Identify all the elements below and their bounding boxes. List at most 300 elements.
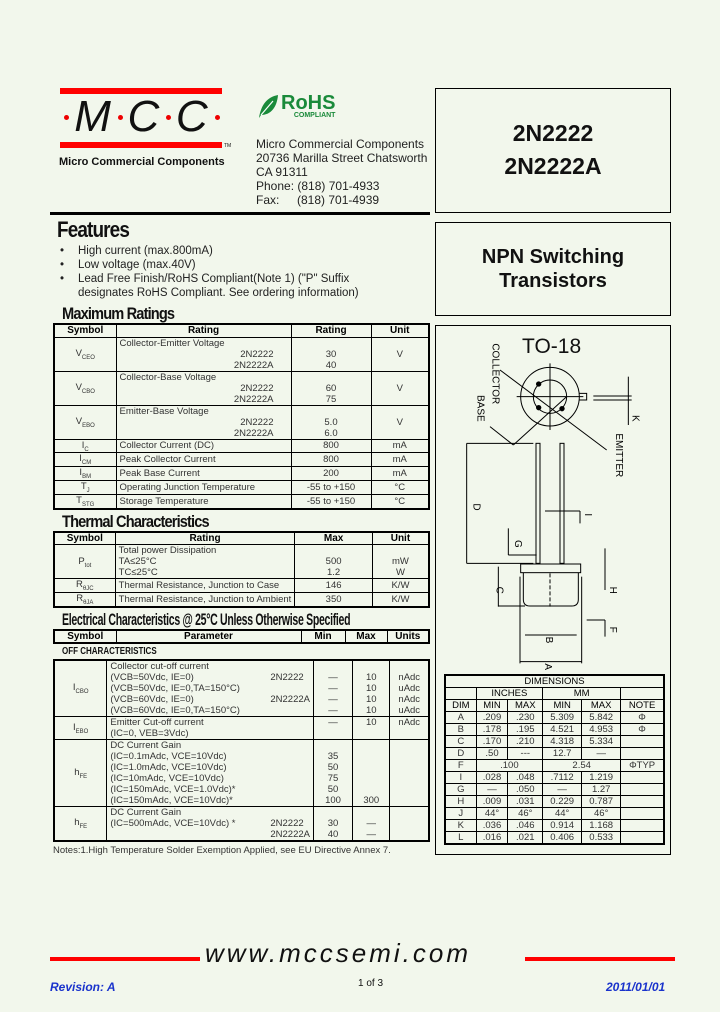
parameter-line (110, 807, 310, 818)
unit-cell-line (393, 661, 425, 672)
emitter-label: EMITTER (613, 433, 624, 478)
max-value-line (356, 773, 386, 784)
parameter-condition: (IC=0.1mAdc, VCE=10Vdc) (110, 751, 227, 763)
unit-cell-line: nAdc (398, 717, 421, 729)
dimension-cell: — (582, 748, 621, 760)
dimension-cell: B (445, 724, 476, 736)
max-value-line (298, 545, 369, 556)
dimension-cell: 44° (476, 808, 508, 820)
dimension-cell: — (476, 784, 508, 796)
rating-value-line (295, 406, 368, 417)
parameter-line (110, 728, 310, 739)
parameter-line (110, 683, 310, 694)
dimension-cell: A (445, 712, 476, 724)
dimension-cell: L (445, 832, 476, 845)
column-header: MIN (543, 700, 582, 712)
max-value-line: 10 (365, 683, 377, 695)
max-value-line: 1.2 (327, 567, 341, 579)
max-value (295, 545, 373, 579)
parameter-condition: (IC=0, VEB=3Vdc) (110, 728, 189, 740)
min-value-line (317, 661, 349, 672)
max-value-line: 146 (325, 580, 342, 592)
table-row (54, 481, 429, 495)
rating-line (120, 417, 288, 428)
rating-value-line (295, 338, 368, 349)
parameter-condition: DC Current Gain (110, 807, 182, 819)
dimension-cell: .016 (476, 832, 508, 845)
max-value-line (356, 751, 386, 762)
unit-cell (372, 545, 429, 579)
dimension-cell: .009 (476, 796, 508, 808)
unit-cell-line (393, 829, 425, 840)
table-row (54, 593, 429, 607)
table-row (54, 807, 429, 842)
column-header: Unit (372, 532, 429, 545)
dimension-cell: D (445, 748, 476, 760)
rating-cell-line: TC≤25°C (118, 567, 158, 579)
off-characteristics-label: OFF CHARACTERISTICS (62, 646, 157, 658)
dimension-cell: H (445, 796, 476, 808)
unit-cell-line (393, 784, 425, 795)
rohs-compliant: COMPLIANT (293, 111, 336, 119)
dimension-row (445, 736, 664, 748)
unit-cell: V (371, 337, 429, 371)
symbol: V (75, 347, 82, 359)
column-header: Rating (291, 324, 371, 337)
svg-text:B: B (543, 636, 554, 644)
parameter-line (110, 829, 310, 840)
table-row (54, 467, 429, 481)
unit-cell: mA (371, 467, 429, 481)
symbol-subscript: BM (82, 474, 92, 481)
revision: Revision: A (50, 980, 116, 994)
symbol-subscript: EBO (82, 422, 95, 429)
min-value-line: 40 (327, 829, 339, 841)
parameter-line (110, 762, 310, 773)
rating-part: 2N2222A (233, 359, 274, 371)
unit-cell-line (393, 751, 425, 762)
max-value-line: 10 (365, 694, 377, 706)
footer-line-right (525, 957, 675, 961)
symbol: R (76, 579, 83, 591)
symbol: P (78, 555, 85, 567)
parameter-condition: Emitter Cut-off current (110, 717, 204, 729)
dimension-cell: 2.54 (543, 760, 621, 772)
min-value-line: — (328, 717, 338, 729)
column-header: Symbol (54, 324, 116, 337)
package-title: TO-18 (522, 335, 582, 358)
electrical-heading: Electrical Characteristics @ 25°C Unless Otherwise Specified (62, 610, 351, 630)
column-header: Rating (115, 532, 295, 545)
dimension-cell: .210 (508, 736, 543, 748)
rating-value-line: 5.0 (324, 416, 338, 428)
dimension-cell: C (445, 736, 476, 748)
title-box (435, 222, 671, 316)
dimension-row (445, 808, 664, 820)
table-row (54, 740, 429, 807)
rating-line (120, 406, 288, 417)
rohs-badge (257, 93, 335, 119)
dimension-cell: .050 (508, 784, 543, 796)
unit-cell: mA (371, 453, 429, 467)
parameter-part: 2N2222A (270, 829, 310, 841)
rating-cell (116, 439, 291, 453)
min-value (313, 660, 352, 717)
symbol-subscript: CEO (81, 354, 95, 361)
dimension-cell: .028 (476, 772, 508, 784)
min-value-line: — (328, 672, 338, 684)
dimension-cell: .100 (476, 760, 543, 772)
parameter-line (110, 795, 310, 806)
table-header-row (54, 630, 429, 643)
rating-value-line: 200 (323, 468, 339, 480)
max-value-line (356, 740, 386, 751)
max-ratings-heading: Maximum Ratings (62, 304, 175, 323)
symbol-cell (54, 593, 115, 607)
parameter-line (110, 661, 310, 672)
dimension-cell: .7112 (543, 772, 582, 784)
table-row (54, 405, 429, 439)
parameter-line (110, 784, 310, 795)
rating-value-line: 60 (325, 382, 337, 394)
rating-cell (116, 467, 291, 481)
blank-cell (621, 688, 664, 700)
dimension-row (445, 748, 664, 760)
max-value-line: 10 (365, 705, 377, 717)
parameter-cell (107, 740, 314, 807)
max-value-line: 10 (365, 672, 377, 684)
address-line: Micro Commercial Components (256, 137, 425, 151)
rating-cell (116, 453, 291, 467)
min-value-line: 35 (327, 751, 339, 763)
unit-cell-line (393, 740, 425, 751)
dimension-cell: .209 (476, 712, 508, 724)
header-divider (50, 212, 430, 215)
rating-line (120, 482, 288, 493)
dimension-cell: 44° (543, 808, 582, 820)
rating-cell (115, 593, 295, 607)
dimension-cell: .230 (508, 712, 543, 724)
symbol: I (79, 467, 83, 479)
max-value-line: 500 (325, 556, 342, 568)
dimension-row (445, 832, 664, 845)
symbol: V (75, 415, 83, 427)
dimension-cell: .036 (476, 820, 508, 832)
symbol: h (74, 817, 80, 829)
max-value-line (356, 728, 386, 739)
max-value-line: 10 (365, 717, 377, 729)
parameter-condition: (VCB=60Vdc, IE=0,TA=150°C) (110, 705, 240, 717)
dimension-cell: 5.334 (582, 736, 621, 748)
max-value-line (356, 661, 386, 672)
symbol-cell (54, 405, 116, 439)
dimension-cell (621, 748, 664, 760)
parameter-condition: (VCB=50Vdc, IE=0) (110, 672, 194, 684)
min-value (313, 740, 352, 807)
rating-part: 2N2222A (233, 427, 274, 439)
rating-value-line (295, 372, 368, 383)
rating-line (120, 360, 288, 371)
dimension-cell: 0.787 (582, 796, 621, 808)
logo-bar-bottom (60, 142, 222, 148)
dimension-cell (621, 832, 664, 845)
column-header: Units (387, 630, 429, 643)
dimension-cell: 0.533 (582, 832, 621, 845)
svg-text:I: I (582, 513, 593, 517)
dimension-cell: 46° (582, 808, 621, 820)
rating-line (120, 338, 288, 349)
rating-cell (116, 495, 291, 509)
symbol-subscript: CBO (81, 388, 95, 395)
package-drawing (440, 330, 670, 670)
dimension-cell (621, 796, 664, 808)
date: 2011/01/01 (606, 980, 666, 994)
symbol-cell (54, 337, 116, 371)
dimensions-table (444, 674, 665, 845)
rating-value-line: -55 to +150 (306, 482, 356, 494)
dimension-cell: F (445, 760, 476, 772)
column-header: MIN (476, 700, 508, 712)
dimension-cell: K (445, 820, 476, 832)
max-value (353, 717, 390, 740)
part-number: 2N2222A (504, 153, 602, 179)
parameter-part: 2N2222A (270, 694, 310, 706)
symbol-cell (54, 439, 116, 453)
rating-value (291, 467, 371, 481)
max-value-line: 300 (363, 795, 380, 807)
symbol: T (76, 495, 82, 507)
dimension-cell: .021 (508, 832, 543, 845)
unit-cell (390, 807, 429, 842)
symbol: I (79, 453, 82, 465)
dimension-row (445, 784, 664, 796)
parameter-condition: (IC=10mAdc, VCE=10Vdc) (110, 773, 224, 785)
svg-text:D: D (470, 503, 482, 511)
max-ratings-table (53, 323, 430, 510)
dimension-cell: Φ (621, 712, 664, 724)
unit-cell: mA (371, 439, 429, 453)
parameter-condition: Collector cut-off current (110, 661, 209, 673)
rating-line (120, 454, 288, 465)
column-header: Max (295, 532, 373, 545)
column-header: Unit (371, 324, 429, 337)
dimension-cell: 0.406 (543, 832, 582, 845)
unit-cell-line: mW (392, 556, 409, 568)
feature-item: • High current (max.800mA) (60, 245, 213, 257)
rating-cell (116, 337, 291, 371)
leaf-icon (257, 93, 279, 119)
max-value-line: 350 (325, 594, 342, 606)
dimension-cell (621, 736, 664, 748)
rating-line (120, 372, 288, 383)
symbol-subscript: CBO (75, 689, 89, 696)
parameter-cell (107, 717, 314, 740)
part-number-box (435, 88, 671, 213)
table-row (54, 545, 429, 579)
logo-tm: TM (224, 143, 232, 149)
dimension-cell: 1.27 (582, 784, 621, 796)
svg-text:H: H (607, 586, 618, 594)
symbol-subscript: J (86, 488, 90, 495)
dimension-cell: 5.309 (543, 712, 582, 724)
table-header-row (54, 324, 429, 337)
unit-cell (390, 717, 429, 740)
unit-cell (390, 660, 429, 717)
table-row (54, 579, 429, 593)
parameter-condition: (VCB=50Vdc, IE=0,TA=150°C) (110, 683, 240, 695)
feature-item: • Low voltage (max.40V) (60, 259, 196, 271)
symbol: I (81, 439, 85, 451)
features-list (60, 244, 405, 300)
dimension-cell: 4.521 (543, 724, 582, 736)
unit-cell: V (371, 405, 429, 439)
thermal-table (53, 531, 430, 608)
symbol-subscript: θJA (83, 600, 94, 607)
symbol: h (74, 766, 80, 778)
dimension-row (445, 712, 664, 724)
parameter-part: 2N2222 (270, 818, 304, 830)
dimension-cell: 12.7 (543, 748, 582, 760)
fax-number: (818) 701-4939 (297, 193, 380, 207)
dimension-cell: .170 (476, 736, 508, 748)
max-value-line (356, 784, 386, 795)
symbol-subscript: EBO (75, 728, 89, 735)
dimension-row (445, 796, 664, 808)
rating-value-line: 6.0 (324, 427, 338, 439)
column-header: DIM (445, 700, 476, 712)
symbol-cell (54, 371, 116, 405)
mm-header: MM (543, 688, 621, 700)
address-line: CA 91311 (256, 165, 308, 179)
parameter-condition: (IC=500mAdc, VCE=10Vdc) * (110, 818, 236, 830)
unit-cell-line: uAdc (398, 705, 421, 717)
table-row (54, 439, 429, 453)
website: www.mccsemi.com (205, 938, 472, 968)
dimension-cell: .50 (476, 748, 508, 760)
rating-value (291, 453, 371, 467)
dimension-cell (621, 784, 664, 796)
parameter-line (110, 751, 310, 762)
table-row (54, 371, 429, 405)
dimension-cell (621, 808, 664, 820)
symbol-cell (54, 495, 116, 509)
electrical-table (53, 659, 430, 842)
dimension-cell: I (445, 772, 476, 784)
rating-value-line: 75 (325, 393, 337, 405)
rating-value-line: 40 (325, 359, 337, 371)
svg-text:A: A (542, 663, 553, 670)
parameter-condition: DC Current Gain (110, 740, 182, 752)
table-row (54, 453, 429, 467)
parameter-part: 2N2222 (270, 672, 304, 684)
rating-cell-line: Thermal Resistance, Junction to Case (118, 580, 280, 592)
unit-cell-line: W (395, 567, 405, 579)
symbol-cell (54, 545, 115, 579)
symbol-cell (54, 660, 107, 717)
rating-description: Storage Temperature (119, 496, 209, 507)
rating-part: 2N2222 (240, 348, 274, 360)
dimension-cell: — (543, 784, 582, 796)
symbol-subscript: C (84, 446, 89, 453)
svg-text:G: G (512, 540, 523, 548)
rating-value (291, 481, 371, 495)
part-number: 2N2222 (512, 120, 594, 146)
dimension-cell: ΦTYP (621, 760, 664, 772)
rohs-text: RoHS (281, 91, 336, 114)
min-value-line: 30 (327, 818, 339, 830)
symbol: I (73, 721, 76, 733)
page-number: 1 of 3 (358, 978, 384, 989)
max-value (353, 740, 390, 807)
dimension-cell: .178 (476, 724, 508, 736)
unit-header-row (445, 688, 664, 700)
collector-label: COLLECTOR (489, 343, 501, 405)
rating-value (291, 371, 371, 405)
rating-line (120, 394, 288, 405)
min-value-line: — (328, 705, 338, 717)
table-row (54, 495, 429, 509)
rating-part: 2N2222A (233, 393, 274, 405)
rating-value-line: -55 to +150 (306, 496, 356, 507)
dimension-cell: .048 (508, 772, 543, 784)
dimension-cell (621, 772, 664, 784)
symbol: I (72, 682, 76, 694)
dimension-cell: 4.318 (543, 736, 582, 748)
parameter-line (110, 705, 310, 716)
symbol-subscript: tot (84, 562, 92, 569)
unit-cell: °C (371, 481, 429, 495)
unit-cell-line (393, 807, 425, 818)
dimension-cell: 0.229 (543, 796, 582, 808)
unit-cell-line: uAdc (398, 683, 421, 695)
symbol: V (75, 381, 82, 393)
phone-label: Phone: (256, 179, 295, 193)
parameter-cell (107, 660, 314, 717)
max-value (353, 807, 390, 842)
column-header: MAX (582, 700, 621, 712)
rating-cell (116, 405, 291, 439)
parameter-condition: (VCB=60Vdc, IE=0) (110, 694, 194, 706)
dimension-cell: 46° (508, 808, 543, 820)
parameter-condition (110, 829, 270, 840)
parameter-line (110, 773, 310, 784)
column-header: Symbol (54, 532, 115, 545)
rating-line (120, 349, 288, 360)
dimension-cell: .195 (508, 724, 543, 736)
min-value-line (317, 807, 349, 818)
max-value (295, 593, 373, 607)
min-value-line: 100 (325, 795, 341, 807)
dimension-cell: --- (508, 748, 543, 760)
symbol-cell (54, 807, 107, 842)
min-value (313, 717, 352, 740)
inches-header: INCHES (476, 688, 543, 700)
rating-line (120, 428, 288, 439)
parameter-cell (107, 807, 314, 842)
dimension-cell: 5.842 (582, 712, 621, 724)
table-header-row (54, 532, 429, 545)
parameter-line (110, 818, 310, 829)
symbol: R (76, 593, 84, 605)
device-title: Transistors (499, 270, 607, 292)
rating-description: Operating Junction Temperature (119, 482, 256, 494)
rating-part: 2N2222 (240, 382, 274, 394)
company-address (256, 137, 427, 207)
unit-cell-line: nAdc (398, 694, 421, 706)
parameter-line (110, 740, 310, 751)
dimension-row (445, 772, 664, 784)
rating-description: Collector Current (DC) (119, 440, 214, 452)
